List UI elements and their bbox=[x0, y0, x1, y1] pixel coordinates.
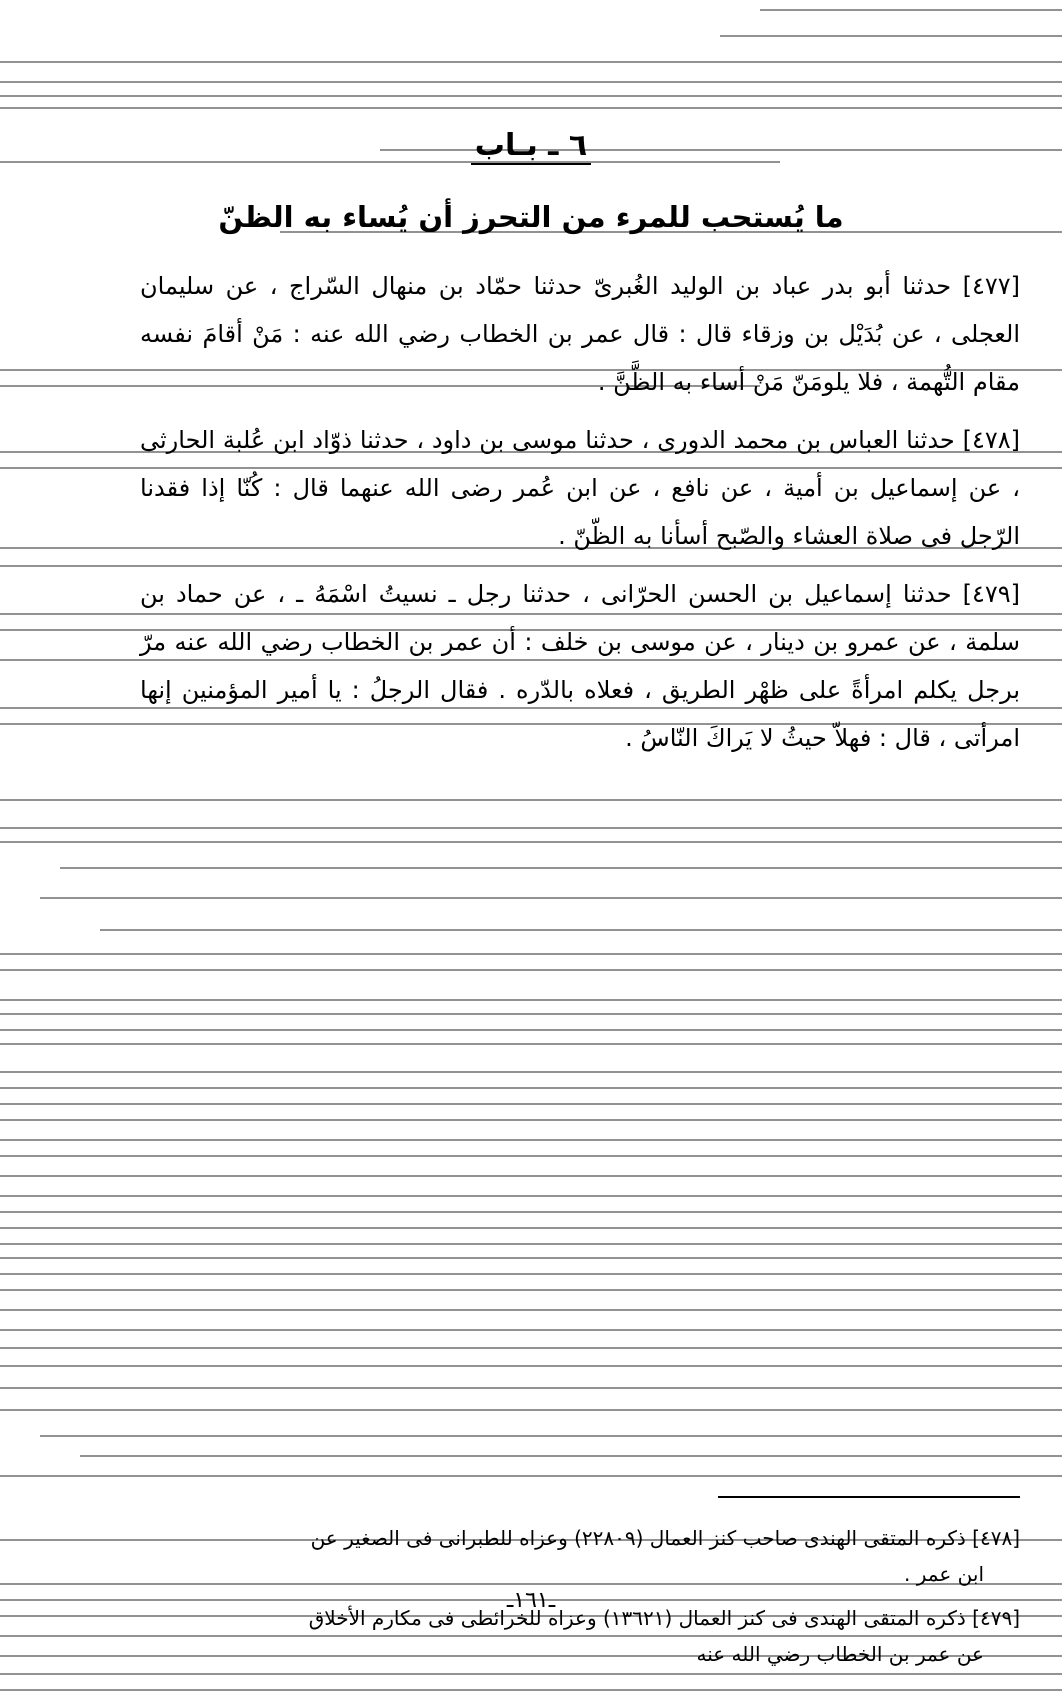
footnote-text: ذكره المتقى الهندى صاحب كنز العمال (٢٢٨٠٩) وعزاه للطبرانى فى الصغير عن bbox=[310, 1526, 966, 1550]
chapter-heading bbox=[0, 128, 1062, 163]
footnote-number: [٤٧٨] bbox=[972, 1526, 1020, 1550]
hadith-number: [٤٧٧] bbox=[962, 272, 1020, 300]
hadith-number: [٤٧٩] bbox=[962, 580, 1020, 608]
footnote-separator bbox=[718, 1496, 1020, 1498]
footnote-continuation: عن عمر بن الخطاب رضي الله عنه bbox=[696, 1642, 984, 1666]
footnote-continuation: ابن عمر . bbox=[904, 1562, 984, 1586]
hadith-text: حدثنا العباس بن محمد الدورى ، حدثنا موسى بن داود ، حدثنا ذوّاد ابن عُلبة الحارثى ، عن إسماعيل بن أمية ، عن نافع ، عن ابن عُمر رضى الله عنهما قال : كُنّا إذا فقدنا الرّجل فى صلاة العشاء والصّبح أسأنا به الظّنّ . bbox=[140, 426, 1020, 550]
hadith-text: حدثنا إسماعيل بن الحسن الحرّانى ، حدثنا رجل ـ نسيتُ اسْمَهُ ـ ، عن حماد بن سلمة ، عن عمرو بن دينار ، عن موسى بن خلف : أن عمر بن الخطاب رضي الله عنه مرّ برجل يكلم امرأةً على ظهْر الطريق ، فعلاه بالدّره . فقال الرجلُ : يا أمير المؤمنين إنها امرأتى ، قال : فهلاّ حيثُ لا يَراكَ النّاسُ . bbox=[140, 580, 1020, 752]
hadith-number: [٤٧٨] bbox=[962, 426, 1020, 454]
footnote-478 bbox=[140, 1520, 1020, 1592]
hadith-477 bbox=[140, 262, 1020, 406]
footnote-number: [٤٧٩] bbox=[972, 1606, 1020, 1630]
main-text bbox=[140, 262, 1020, 772]
hadith-478 bbox=[140, 416, 1020, 560]
footnote-text: ذكره المتقى الهندى فى كنز العمال (١٣٦٢١) وعزاه للخرائطى فى مكارم الأخلاق bbox=[308, 1606, 966, 1630]
chapter-title: ما يُستحب للمرء من التحرز أن يُساء به الظنّ bbox=[218, 200, 844, 234]
page-number: ـ١٦١ـ bbox=[506, 1588, 556, 1613]
hadith-text: حدثنا أبو بدر عباد بن الوليد الغُبرىّ حدثنا حمّاد بن منهال السّراج ، عن سليمان العجلى ، عن بُدَيْل بن وزقاء قال : قال عمر بن الخطاب رضي الله عنه : مَنْ أقامَ نفسه مقام التُّهمة ، فلا يلومَنّ مَنْ أساء به الظَّنَّ . bbox=[140, 272, 1020, 396]
chapter-heading-text: ٦ ـ بـاب bbox=[471, 128, 591, 165]
hadith-479 bbox=[140, 570, 1020, 762]
